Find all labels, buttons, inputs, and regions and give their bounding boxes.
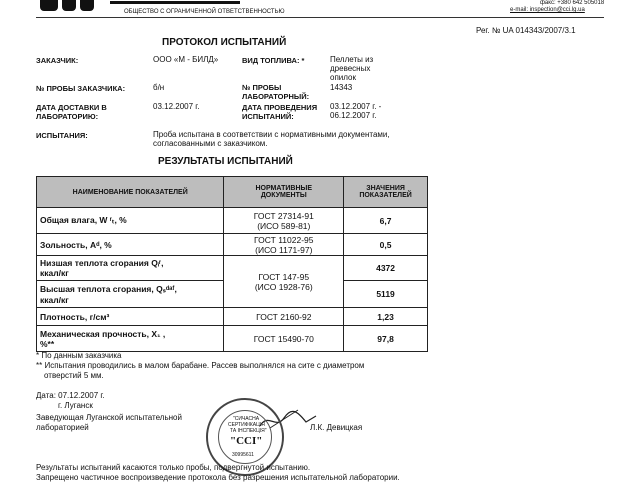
row-doc-line-2: (ИСО 589-81) [257,220,311,231]
table-row [37,234,428,256]
row-param [37,326,224,352]
header-divider [36,17,604,18]
row-value: 5119 [344,281,428,308]
header-values-line-2: ПОКАЗАТЕЛЕЙ [359,192,412,199]
stamp-center-text: "ССІ" [230,435,263,447]
row-param-line-2: ккал/кг [40,294,69,305]
row-doc-line-1: ГОСТ 27314-91 [253,210,314,221]
row-value: 0,5 [344,234,428,256]
row-value: 4372 [344,256,428,281]
fuel-value-1: Пеллеты из [330,55,374,64]
signature-head-1: Заведующая Луганской испытательной [36,413,182,422]
test-date-value-1: 03.12.2007 г. - [330,102,382,111]
note-2-line-2: отверстий 5 мм. [44,371,104,380]
sample-lab-label-1: № ПРОБЫ [242,83,282,92]
tests-label: ИСПЫТАНИЯ: [36,131,88,140]
email: e-mail: inspection@cci.lg.ua [510,7,585,13]
header-parameter: НАИМЕНОВАНИЕ ПОКАЗАТЕЛЕЙ [37,177,224,208]
sample-customer-label: № ПРОБЫ ЗАКАЗЧИКА: [36,84,126,93]
test-date-label-2: ИСПЫТАНИЙ: [242,112,294,121]
fuel-value-3: опилок [330,73,356,82]
row-param-line-1: Низшая теплота сгорания Qᵢʳ, [40,258,164,268]
customer-value: ООО «М - БИЛД» [153,55,219,64]
customer-label: ЗАКАЗЧИК: [36,56,79,65]
table-row [37,308,428,326]
row-doc-line-1: ГОСТ 11022-95 [254,234,314,245]
table-row [37,256,428,281]
page-title: ПРОТОКОЛ ИСПЫТАНИЙ [162,37,287,48]
stamp-text-1: "СИЧАСНА [233,416,260,422]
table-header-row [37,177,428,208]
sample-lab-value: 14343 [330,83,353,92]
footer-line-2: Запрещено частичное воспроизведение протокола без разрешения испытательной лаборатории. [36,473,400,482]
row-param-line-2: %** [40,338,55,349]
row-value: 97,8 [344,326,428,352]
footer-line-1: Результаты испытаний касаются только пробы, подвергнутой испытанию. [36,463,311,472]
sample-lab-label-2: ЛАБОРАТОРНЫЙ: [242,92,310,101]
header-values [344,177,428,208]
header-documents-line-2: ДОКУМЕНТЫ [260,192,307,199]
signature-city: г. Луганск [58,401,93,410]
row-doc [224,256,344,308]
row-param: Общая влага, W ʳₜ, % [37,208,224,234]
row-doc-line-1: ГОСТ 147-95 [258,271,310,282]
company-name-band [110,1,240,4]
stamp-text-3: ТА ІНСПЕКЦІЯ" [230,428,267,434]
tests-value-1: Проба испытана в соответствии с нормативными документами, [153,130,390,139]
company-logo-part [80,0,94,11]
row-param: Зольность, Aᵈ, % [37,234,224,256]
header-values-line-1: ЗНАЧЕНИЯ [366,185,405,192]
delivery-label-2: ЛАБОРАТОРИЮ: [36,112,99,121]
test-date-label-1: ДАТА ПРОВЕДЕНИЯ [242,103,318,112]
row-param-line-1: Механическая прочность, X₁ , [40,328,166,339]
row-param-line-2: ккал/кг [40,268,69,278]
stamp-text-2: СЕРТИФІКАЦІЯ [228,422,265,428]
row-doc: ГОСТ 2160-92 [224,308,344,326]
signature-name: Л.К. Девицкая [310,423,363,432]
company-logo [40,0,58,11]
registration-number: Рег. № UA 014343/2007/3.1 [476,26,576,35]
fuel-value-2: древесных [330,64,371,73]
row-param: Плотность, г/см³ [37,308,224,326]
results-table [36,176,428,352]
results-title: РЕЗУЛЬТАТЫ ИСПЫТАНИЙ [158,156,293,167]
header-documents [224,177,344,208]
stamp-code: 30995611 [232,452,254,458]
header-documents-line-1: НОРМАТИВНЫЕ [255,185,313,192]
note-1: * По данным заказчика [36,351,122,360]
table-row [37,326,428,352]
sample-customer-value: б/н [153,83,165,92]
fax: факс: +380 642 505018 [540,0,605,6]
delivery-label-1: ДАТА ДОСТАВКИ В [36,103,107,112]
row-doc [224,234,344,256]
note-2-line-1: ** Испытания проводились в малом барабане. Рассев выполнялся на сите с диаметром [36,361,365,370]
row-value: 6,7 [344,208,428,234]
row-doc-line-2: (ИСО 1928-76) [254,281,313,292]
row-param [37,281,224,308]
tests-value-2: согласованными с заказчиком. [153,139,268,148]
test-date-value-2: 06.12.2007 г. [330,111,377,120]
row-doc-line-2: (ИСО 1171-97) [255,244,313,255]
fuel-label: ВИД ТОПЛИВА: * [242,56,305,65]
signature-date: Дата: 07.12.2007 г. [36,391,105,400]
row-value: 1,23 [344,308,428,326]
row-doc [224,208,344,234]
company-type: ОБЩЕСТВО С ОГРАНИЧЕННОЙ ОТВЕТСТВЕННОСТЬЮ [124,9,285,15]
signature-head-2: лабораторией [36,423,89,432]
row-param [37,256,224,281]
table-row [37,208,428,234]
row-doc: ГОСТ 15490-70 [224,326,344,352]
delivery-value: 03.12.2007 г. [153,102,200,111]
company-logo-part [62,0,76,11]
row-param-line-1: Высшая теплота сгорания, Qₛᵈᵃᶠ, [40,283,177,294]
